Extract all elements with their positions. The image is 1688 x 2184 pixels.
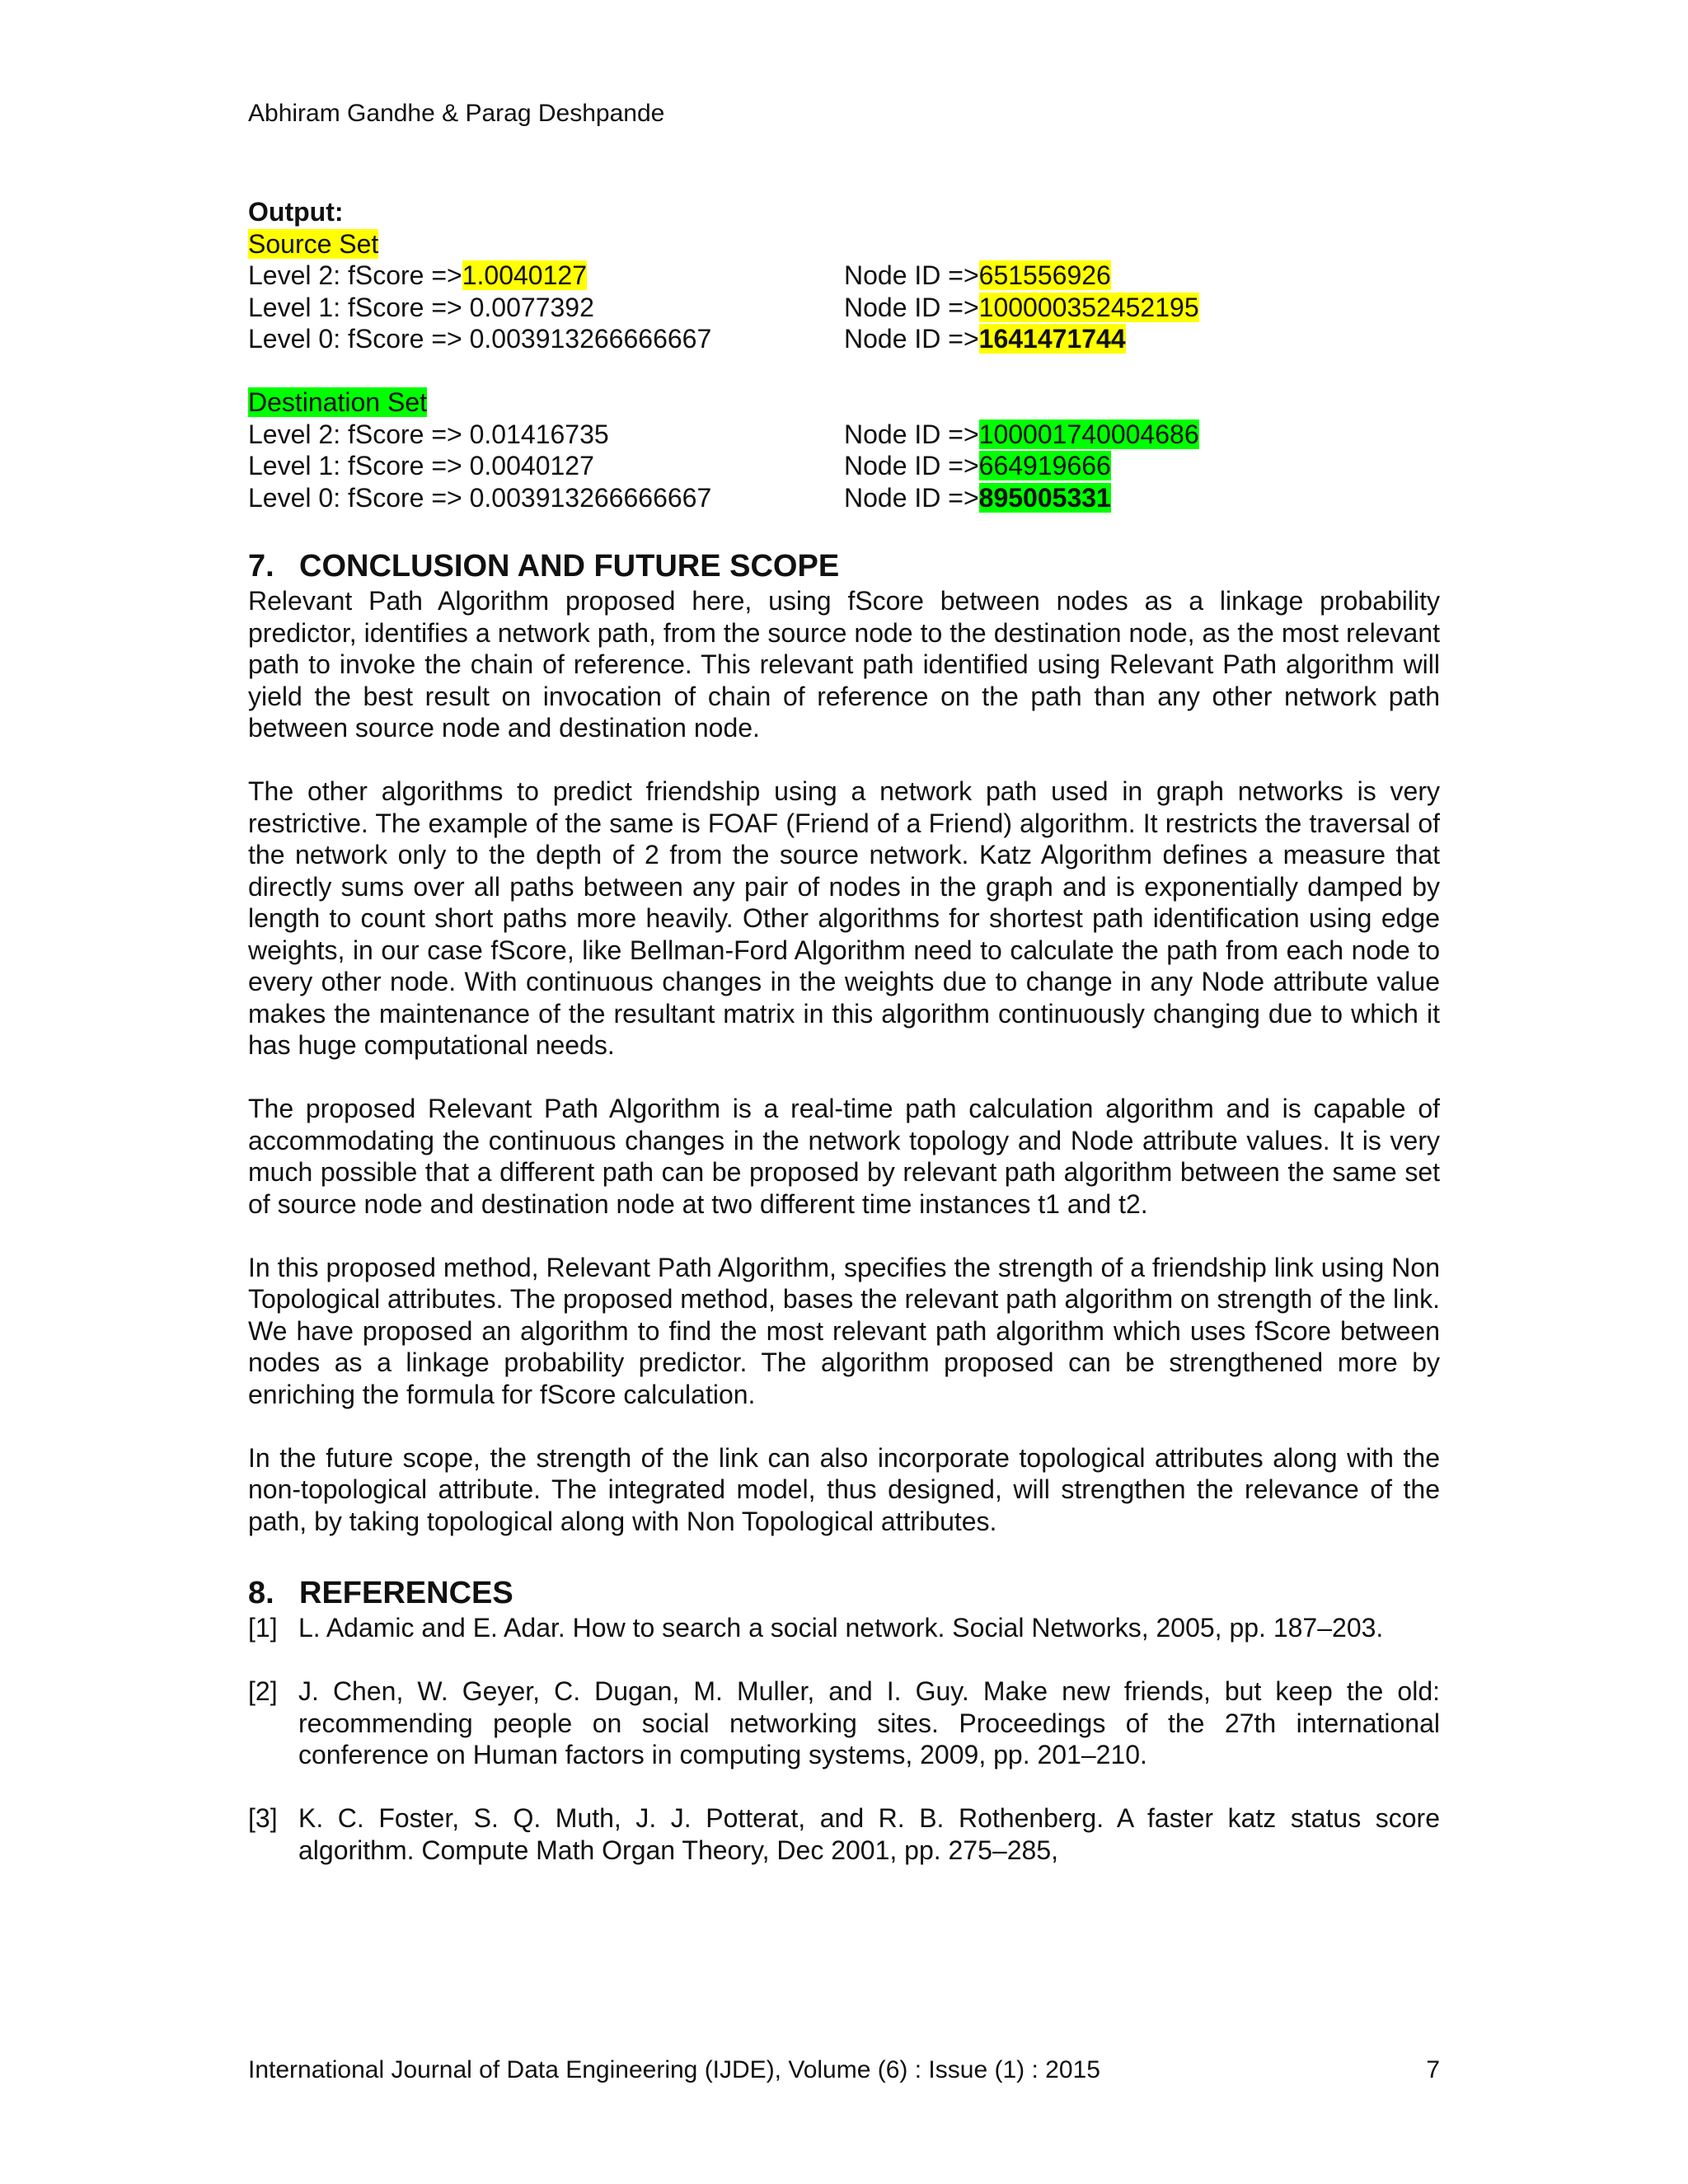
destination-level-0-node-id: 895005331 [978, 482, 1111, 513]
source-row-level-2: Level 2: fScore =>1.0040127 Node ID =>651556926 [248, 260, 1111, 290]
conclusion-paragraph-5: In the future scope, the strength of the link can also incorporate topological attributes along with the non-topological attribute. The integrated model, thus designed, will strengthen the relevance of the path, by taking topological along with Non Topological attributes. [248, 1442, 1440, 1536]
destination-level-2-node-id: 100001740004686 [978, 419, 1199, 449]
reference-2: [2] J. Chen, W. Geyer, C. Dugan, M. Muller, and I. Guy. Make new friends, but keep the old: recommending people on social networking sites. Proceedings of the 27th international conference on Human factors in computing systems, 2009, pp. 201–210. [248, 1676, 1440, 1769]
source-level-2-fscore: 1.0040127 [462, 260, 587, 290]
conclusion-paragraph-3: The proposed Relevant Path Algorithm is a real-time path calculation algorithm and is capable of accommodating the continuous changes in the network topology and Node attribute values. It is very much possible that a different path can be proposed by relevant path algorithm between the same set of source node and destination node at two different time instances t1 and t2. [248, 1094, 1440, 1219]
source-level-2-node-id: 651556926 [978, 260, 1111, 290]
conclusion-paragraph-2: The other algorithms to predict friendship using a network path used in graph networks is very restrictive. The example of the same is FOAF (Friend of a Friend) algorithm. It restricts the traversal of the network only to the depth of 2 from the source network. Katz Algorithm defines a measure that directly sums over all paths between any pair of nodes in the graph and is exponentially damped by length to count short paths more heavily. Other algorithms for shortest path identification using edge weights, in our case fScore, like Bellman-Ford Algorithm need to calculate the path from each node to every other node. With continuous changes in the weights due to change in any Node attribute value makes the maintenance of the resultant matrix in this algorithm continuously changing due to which it has huge computational needs. [248, 776, 1440, 1060]
destination-level-1-node-id: 664919666 [978, 451, 1111, 480]
destination-row-level-0: Level 0: fScore => 0.003913266666667 Node ID =>895005331 [248, 482, 1111, 513]
page-footer [248, 2055, 1440, 2085]
output-label: Output: [248, 197, 344, 227]
reference-3: [3] K. C. Foster, S. Q. Muth, J. J. Potterat, and R. B. Rothenberg. A faster katz status score algorithm. Compute Math Organ Theory, Dec 2001, pp. 275–285, [248, 1803, 1440, 1865]
section-7-heading: 7. CONCLUSION AND FUTURE SCOPE [248, 549, 840, 583]
footer-journal: International Journal of Data Engineering (IJDE), Volume (6) : Issue (1) : 2015 [248, 2056, 1100, 2083]
reference-1: [1] L. Adamic and E. Adar. How to search a social network. Social Networks, 2005, pp. 187–203. [248, 1613, 1384, 1643]
destination-set-title: Destination Set [248, 387, 428, 417]
section-references [248, 1574, 1440, 1866]
page-number: 7 [1426, 2056, 1440, 2083]
source-level-1-node-id: 100000352452195 [978, 292, 1199, 322]
destination-row-level-1: Level 1: fScore => 0.0040127 Node ID =>664919666 [248, 451, 1111, 480]
source-row-level-0: Level 0: fScore => 0.003913266666667 Node ID =>1641471744 [248, 324, 1126, 354]
page [248, 0, 1440, 2184]
conclusion-paragraph-1: Relevant Path Algorithm proposed here, using fScore between nodes as a linkage probability predictor, identifies a network path, from the source node to the destination node, as the most relevant path to invoke the chain of reference. This relevant path identified using Relevant Path algorithm will yield the best result on invocation of chain of reference on the path than any other network path between source node and destination node. [248, 586, 1440, 743]
section-conclusion [248, 547, 1440, 1537]
running-header: Abhiram Gandhe & Parag Deshpande [248, 100, 665, 127]
source-level-0-node-id: 1641471744 [978, 324, 1126, 354]
source-row-level-1: Level 1: fScore => 0.0077392 Node ID =>100000352452195 [248, 292, 1199, 322]
conclusion-paragraph-4: In this proposed method, Relevant Path Algorithm, specifies the strength of a friendship link using Non Topological attributes. The proposed method, bases the relevant path algorithm on strength of the link. We have proposed an algorithm to find the most relevant path algorithm which uses fScore between nodes as a linkage probability predictor. The algorithm proposed can be strengthened more by enriching the formula for fScore calculation. [248, 1252, 1440, 1409]
destination-row-level-2: Level 2: fScore => 0.01416735 Node ID =>100001740004686 [248, 419, 1199, 449]
section-8-heading: 8. REFERENCES [248, 1576, 513, 1610]
output-block [248, 196, 1440, 513]
source-set-title: Source Set [248, 228, 379, 259]
